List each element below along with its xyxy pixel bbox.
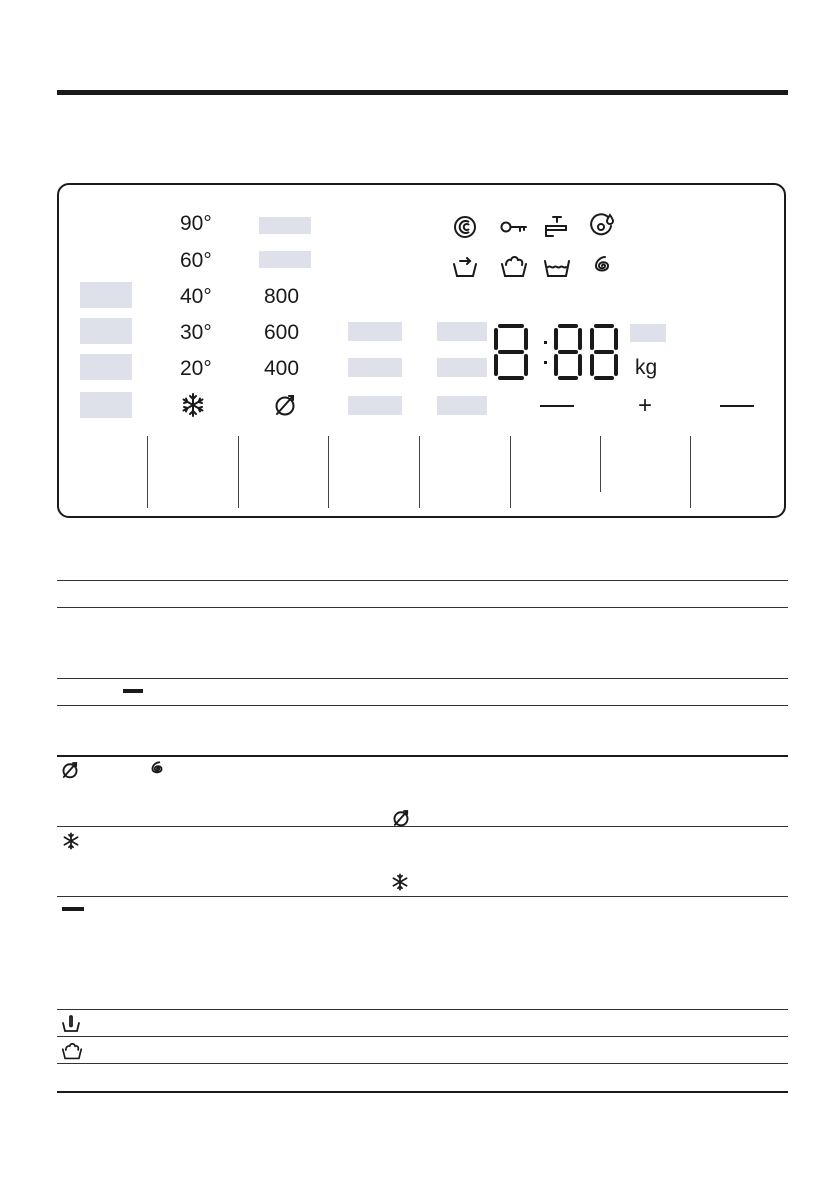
button-separator <box>419 436 420 508</box>
option-button-3[interactable] <box>348 396 402 415</box>
button-separator <box>238 436 239 508</box>
table-rule <box>57 826 788 827</box>
weight-unit: kg <box>635 356 658 379</box>
child-lock-icon <box>500 216 528 238</box>
no-spin-icon <box>60 760 80 780</box>
temp-60: 60° <box>180 249 212 272</box>
table-rule <box>57 1091 788 1093</box>
table-rule <box>57 755 788 757</box>
time-display <box>494 324 624 380</box>
table-rule <box>57 705 788 706</box>
table-rule <box>57 678 788 679</box>
option-button-5[interactable] <box>437 358 487 377</box>
option-button-2[interactable] <box>348 358 402 377</box>
dash-icon <box>62 907 84 911</box>
anti-crease-icon <box>452 214 478 240</box>
control-panel <box>57 183 786 518</box>
option-button-6[interactable] <box>437 396 487 415</box>
temp-30: 30° <box>180 321 212 344</box>
program-button-1[interactable] <box>80 282 132 308</box>
no-spin-icon <box>272 392 298 418</box>
option-button-1[interactable] <box>348 322 402 341</box>
spin-icon <box>590 254 614 278</box>
spin-button-high[interactable] <box>259 217 311 234</box>
spin-600: 600 <box>264 321 300 344</box>
button-separator <box>600 436 601 492</box>
table-rule <box>57 896 788 897</box>
button-separator <box>328 436 329 508</box>
no-spin-icon <box>391 808 411 828</box>
prewash-icon <box>500 252 528 278</box>
snowflake-icon <box>391 873 409 891</box>
button-separator <box>690 436 691 508</box>
minus-button-display[interactable] <box>540 405 574 407</box>
spin-800: 800 <box>264 285 300 308</box>
button-separator <box>147 436 148 508</box>
temp-20: 20° <box>180 357 212 380</box>
spin-400: 400 <box>264 357 300 380</box>
program-button-4[interactable] <box>80 392 132 418</box>
table-rule <box>57 1063 788 1064</box>
temperature-icon <box>61 1013 81 1033</box>
button-separator <box>510 436 511 508</box>
table-rule <box>57 607 788 608</box>
rinse-icon <box>452 254 478 278</box>
plus-button[interactable]: + <box>638 392 653 419</box>
water-tap-icon <box>543 214 569 240</box>
snowflake-icon <box>62 832 80 850</box>
spin-button-mid[interactable] <box>259 251 311 268</box>
program-button-2[interactable] <box>80 318 132 344</box>
top-rule <box>57 90 788 95</box>
weight-indicator <box>630 324 666 342</box>
temp-40: 40° <box>180 285 212 308</box>
table-rule <box>57 1036 788 1037</box>
wash-icon <box>543 256 571 278</box>
wash-icon <box>61 1040 83 1060</box>
dash-icon <box>123 689 143 693</box>
program-button-3[interactable] <box>80 354 132 380</box>
table-rule <box>57 580 788 581</box>
table-rule <box>57 1009 788 1010</box>
snowflake-icon <box>180 392 206 418</box>
dash-button-right[interactable] <box>720 405 754 407</box>
stain-icon <box>588 212 616 240</box>
temp-90: 90° <box>180 212 212 235</box>
spin-icon <box>148 760 166 778</box>
option-button-4[interactable] <box>437 322 487 341</box>
